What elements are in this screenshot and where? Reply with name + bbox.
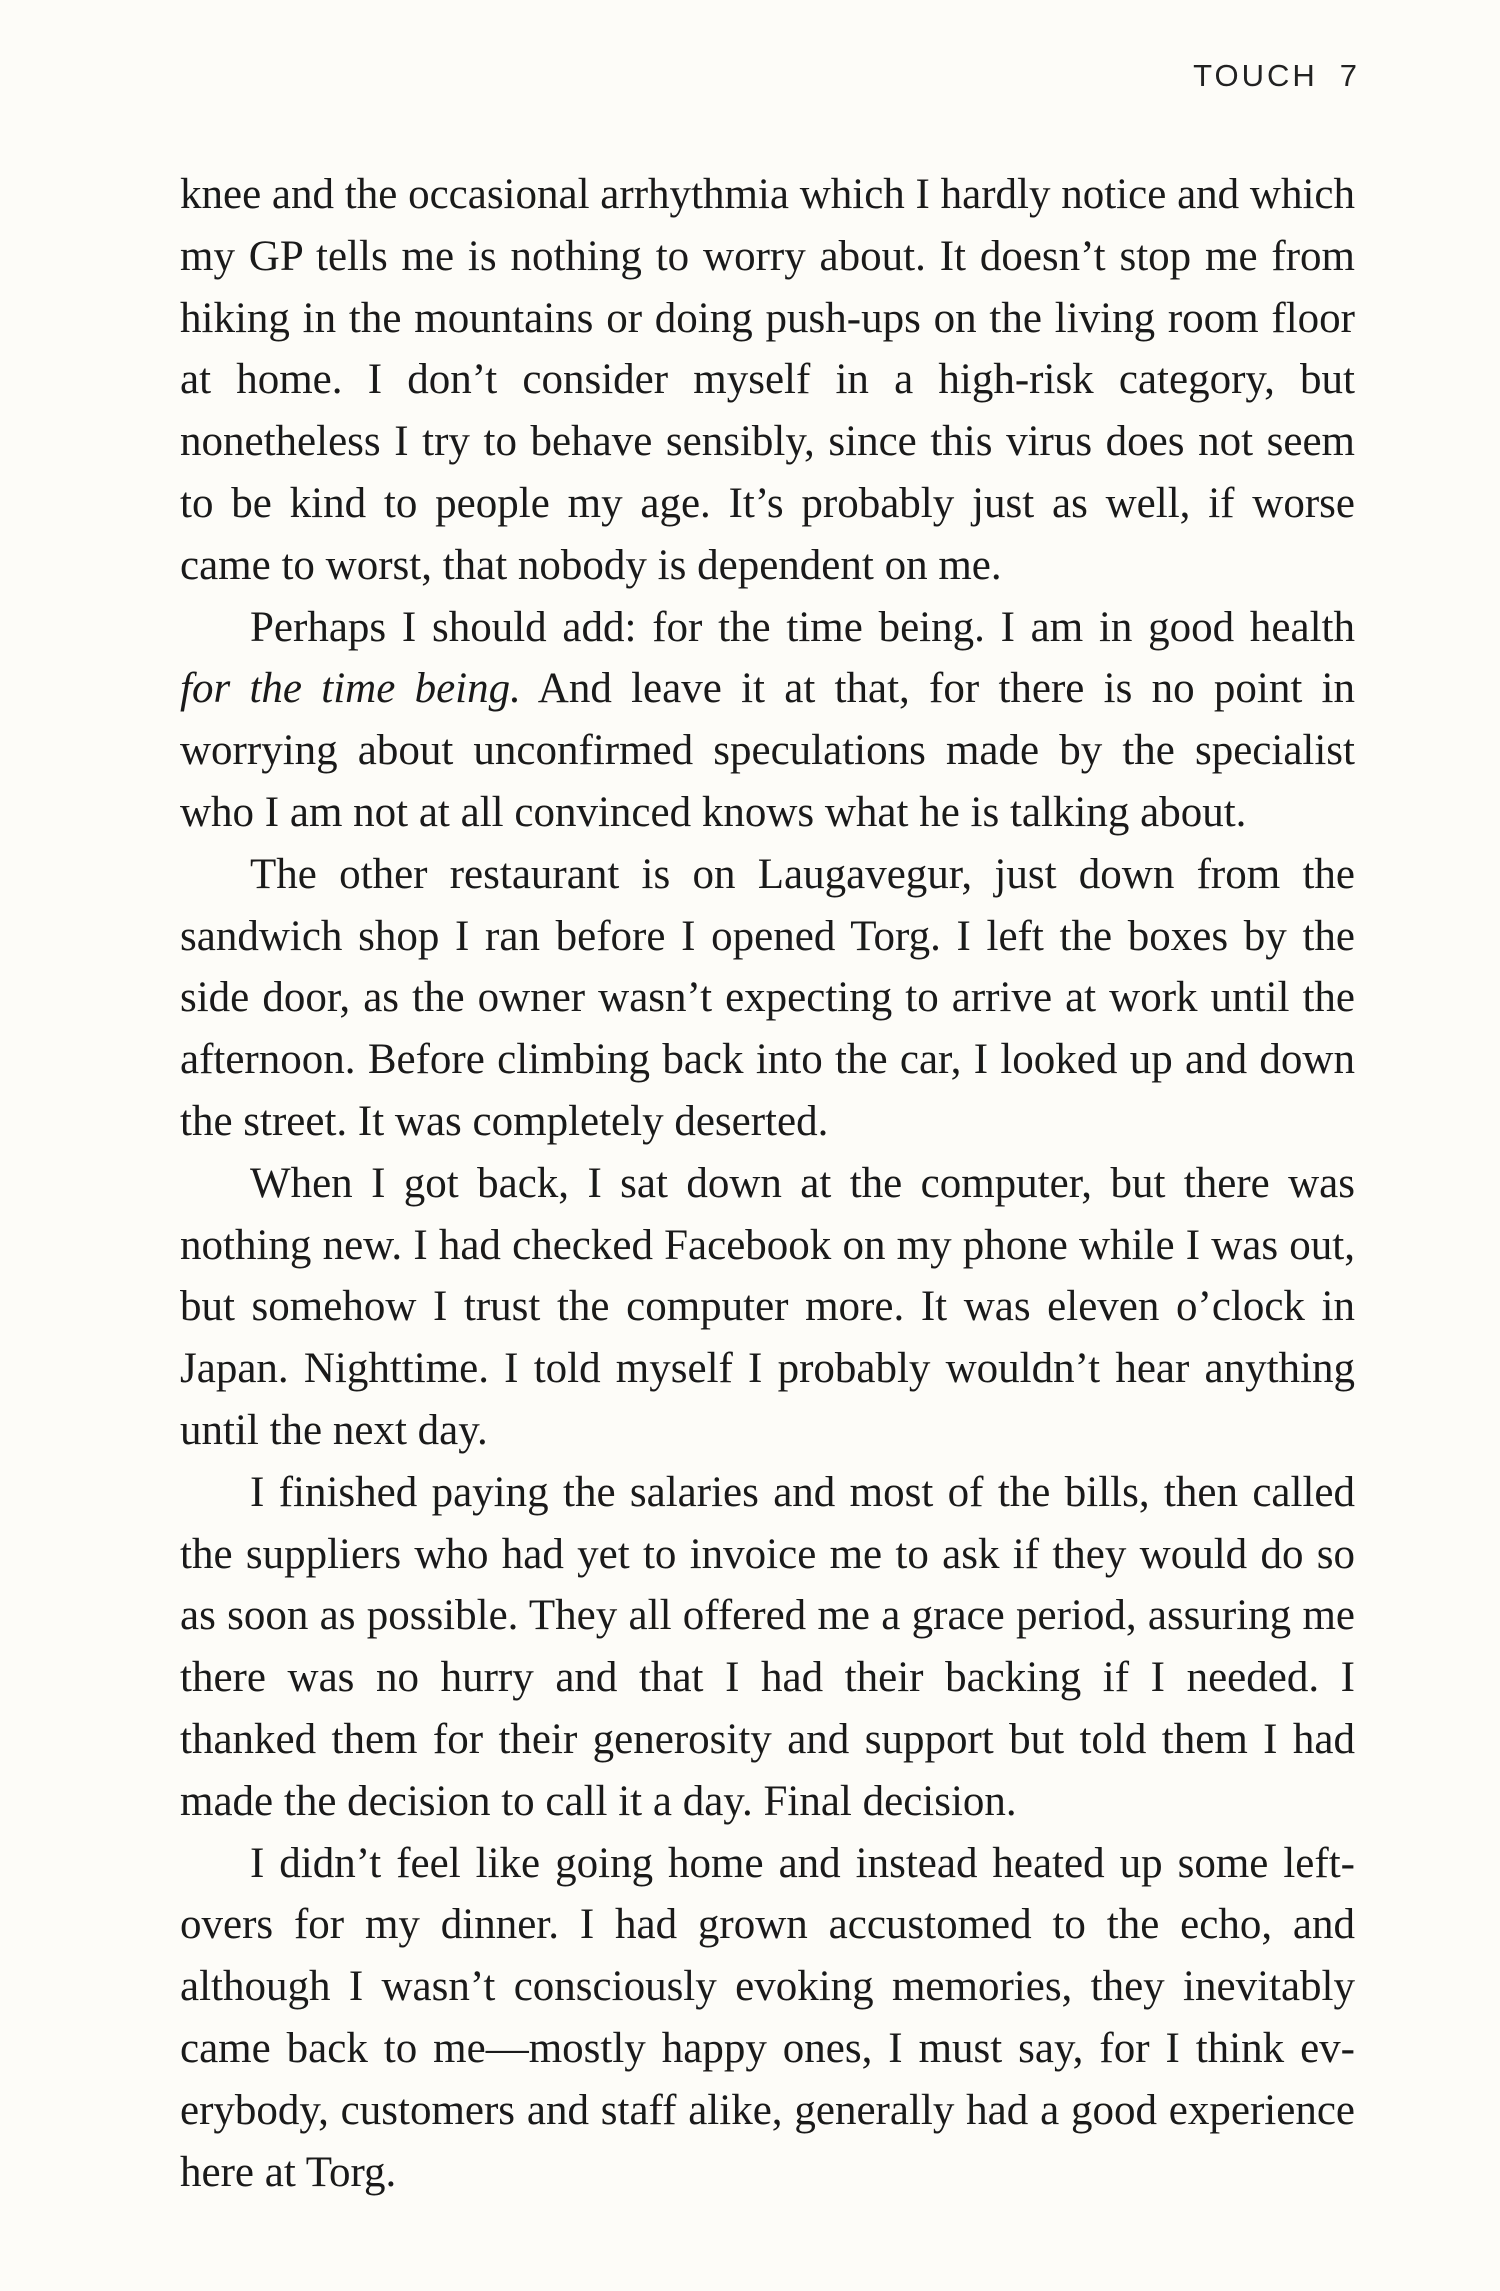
paragraph-1: knee and the occasional arrhythmia which I hardly notice and which my GP tells me is nothing to worry about. It doesn’t stop me from hiking in the mountains or doing push-ups on the living room floor at home. I don’t consider myself in a high-risk category, but nonetheless I try to behave sensibly, since this virus does not seem to be kind to people my age. It’s probably just as well, if worse came to worst, that nobody is dependent on me. [180, 171, 1355, 589]
paragraph-5: I finished paying the salaries and most of the bills, then called the suppliers who had yet to invoice me to ask if they would do so as soon as possible. They all offered me a grace period, assuring me there was no hurry and that I had their backing if I needed. I thanked them for their generosity and support but told them I had made the decision to call it a day. Final decision. [180, 1468, 1355, 1825]
body-text [180, 164, 1355, 2203]
running-title: TOUCH [1193, 58, 1318, 93]
paragraph-2-tail: And leave it at that, for there is no point in worrying about unconfirmed speculations made by the specialist who I am not at all convinced knows what he is talking about. [180, 665, 1356, 836]
paragraph-2-lead: Perhaps I should add: for the time being. I am in good health [250, 603, 1355, 651]
paragraph-2 [180, 597, 1355, 844]
paragraph-6: I didn’t feel like going home and instead heated up some leftovers for my dinner. I had grown accustomed to the echo, and although I wasn’t consciously evoking memories, they inevitably came back to me—mostly happy ones, I must say, for I think everybody, customers and staff alike, generally had a good experience here at Torg. [180, 1839, 1355, 2196]
paragraph-4: When I got back, I sat down at the computer, but there was nothing new. I had checked Facebook on my phone while I was out, but somehow I trust the computer more. It was eleven o’clock in Japan. Nighttime. I told myself I probably wouldn’t hear anything until the next day. [180, 1159, 1355, 1454]
running-head [1193, 58, 1357, 94]
paragraph-2-emphasis: for the time being. [180, 665, 521, 713]
page-number: 7 [1339, 58, 1357, 93]
paragraph-3: The other restaurant is on Laugavegur, just down from the sandwich shop I ran before I opened Torg. I left the boxes by the side door, as the owner wasn’t expecting to arrive at work until the afternoon. Before climbing back into the car, I looked up and down the street. It was completely deserted. [180, 850, 1355, 1145]
